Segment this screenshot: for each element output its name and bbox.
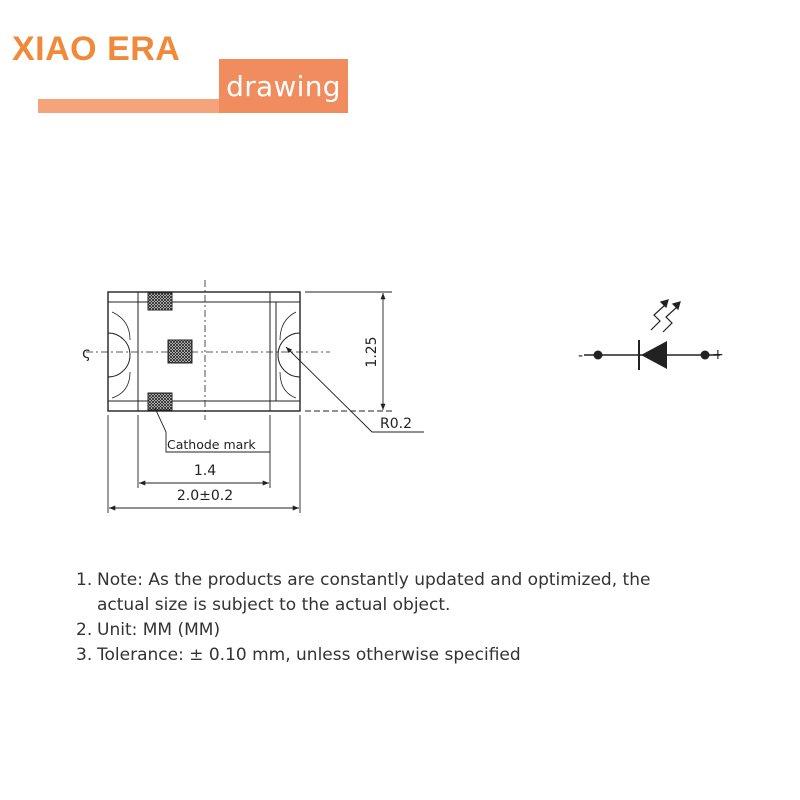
note-text: Unit: MM (MM) bbox=[97, 620, 221, 640]
note-item bbox=[76, 643, 696, 668]
diode-triangle bbox=[641, 341, 667, 369]
brand-logo: XIAO ERA bbox=[12, 30, 181, 68]
note-number: 2. bbox=[76, 620, 93, 640]
symbol-plus-label: + bbox=[712, 347, 724, 363]
symbol-minus-label: - bbox=[578, 348, 584, 364]
die-pad bbox=[168, 340, 192, 363]
dimension-radius: R0.2 bbox=[380, 416, 412, 432]
cathode-label: Cathode mark bbox=[167, 437, 256, 452]
centerline-mark: ς bbox=[82, 344, 91, 362]
cathode-pad-bottom bbox=[148, 393, 172, 410]
note-text: Tolerance: ± 0.10 mm, unless otherwise specified bbox=[97, 645, 521, 665]
note-number: 1. bbox=[76, 570, 93, 590]
dimension-inner-width: 1.4 bbox=[193, 463, 217, 479]
cathode-pads bbox=[148, 293, 192, 410]
drawing-tag-label: drawing bbox=[226, 69, 341, 103]
dimension-overall-width: 2.0±0.2 bbox=[176, 488, 234, 504]
note-item bbox=[76, 618, 696, 643]
note-item bbox=[76, 568, 696, 618]
cathode-pad-top bbox=[148, 293, 172, 310]
note-text: Note: As the products are constantly updated and optimized, the actual size is subject to the actual object. bbox=[97, 570, 651, 615]
center-lines bbox=[86, 280, 330, 420]
led-symbol bbox=[584, 300, 720, 370]
led-package-outline bbox=[108, 292, 300, 411]
emission-arrows bbox=[651, 300, 680, 332]
notes-list bbox=[76, 568, 696, 668]
dimension-height: 1.25 bbox=[364, 336, 380, 368]
note-number: 3. bbox=[76, 645, 93, 665]
